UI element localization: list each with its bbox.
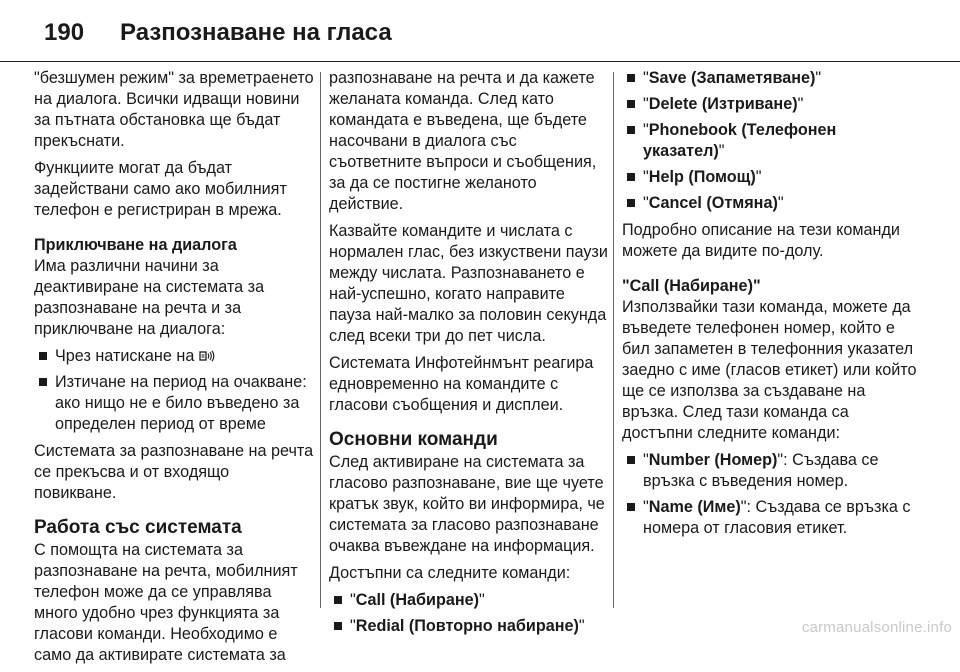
list-item: "Redial (Повторно набиране)"	[329, 616, 611, 637]
column-2	[329, 68, 611, 643]
paragraph: Има различни начини за деактивиране на системата за разпознаване на речта и за приключване на диалога:	[34, 257, 265, 338]
paragraph: Системата Инфотейнмънт реагира едновременно на командите с гласови съобщения и дисплеи.	[329, 354, 594, 414]
voice-icon	[199, 349, 215, 363]
list-item: "Number (Номер)": Създава се връзка с въведения номер.	[622, 450, 922, 492]
paragraph: Системата за разпознаване на речта се прекъсва и от входящо повикване.	[34, 442, 314, 502]
command-list	[622, 68, 922, 214]
list-item: Изтичане на период на очакване: ако нищо не е било въведено за определен период от време	[34, 372, 316, 435]
column-divider	[613, 72, 614, 608]
paragraph: "безшумен режим" за времетраенето на диалога. Всички идващи новини за пътната обстановка ще бъдат прекъснати.	[34, 69, 314, 150]
list-item: "Save (Запаметяване)"	[622, 68, 922, 89]
column-1	[34, 68, 316, 672]
section-heading-call: "Call (Набиране)"	[622, 277, 761, 295]
paragraph: След активиране на системата за гласово разпознаване, вие ще чуете кратък звук, който ви информира, че системата за гласово разпознаване очаква въвеждане на информация.	[329, 453, 605, 555]
paragraph: Казвайте командите и числата с нормален глас, без изкуствени паузи между числата. Разпознаването е най-успешно, когато направите пауза най-малко за половин секунда след всеки три до пет числа.	[329, 222, 608, 345]
list-item: "Help (Помощ)"	[622, 167, 922, 188]
paragraph: Използвайки тази команда, можете да въведете телефонен номер, който е бил запаметен в телефонния указател заедно с име (гласов етикет) или който ще се използва за създаване на връзка. След тази команда са достъпни следните команди:	[622, 298, 917, 442]
list-item: "Call (Набиране)"	[329, 590, 611, 611]
list-item: Чрез натискане на	[34, 346, 316, 367]
section-heading-work: Работа със системата	[34, 517, 242, 538]
paragraph: Подробно описание на тези команди можете да видите по-долу.	[622, 221, 900, 260]
paragraph: Функциите могат да бъдат задействани само ако мобилният телефон е регистриран в мрежа.	[34, 159, 287, 219]
paragraph: разпознаване на речта и да кажете желаната команда. След като командата е въведена, ще бъдете насочвани в диалога със съответните въпроси и съобщения, за да се постигне желаното действие.	[329, 69, 597, 213]
list-item: "Delete (Изтриване)"	[622, 94, 922, 115]
section-heading-end-dialog: Приключване на диалога	[34, 236, 237, 254]
command-list	[622, 450, 922, 539]
section-heading-basic-commands: Основни команди	[329, 429, 498, 450]
column-3	[622, 68, 922, 545]
paragraph: С помощта на системата за разпознаване на речта, мобилният телефон може да се управлява много удобно чрез функцията за гласови команди. Необходимо е само да активирате системата за	[34, 541, 298, 664]
bullet-list	[34, 346, 316, 435]
list-item: "Cancel (Отмяна)"	[622, 193, 922, 214]
header-divider	[0, 61, 960, 62]
command-list	[329, 590, 611, 637]
list-item: "Name (Име)": Създава се връзка с номера от гласовия етикет.	[622, 497, 922, 539]
page-header	[44, 16, 392, 50]
page-number: 190	[44, 19, 85, 46]
watermark: carmanualsonline.info	[801, 619, 952, 636]
column-divider	[320, 72, 321, 608]
paragraph: Достъпни са следните команди:	[329, 564, 571, 582]
page-title: Разпознаване на гласа	[120, 19, 392, 46]
list-item: "Phonebook (Телефонен указател)"	[622, 120, 922, 162]
